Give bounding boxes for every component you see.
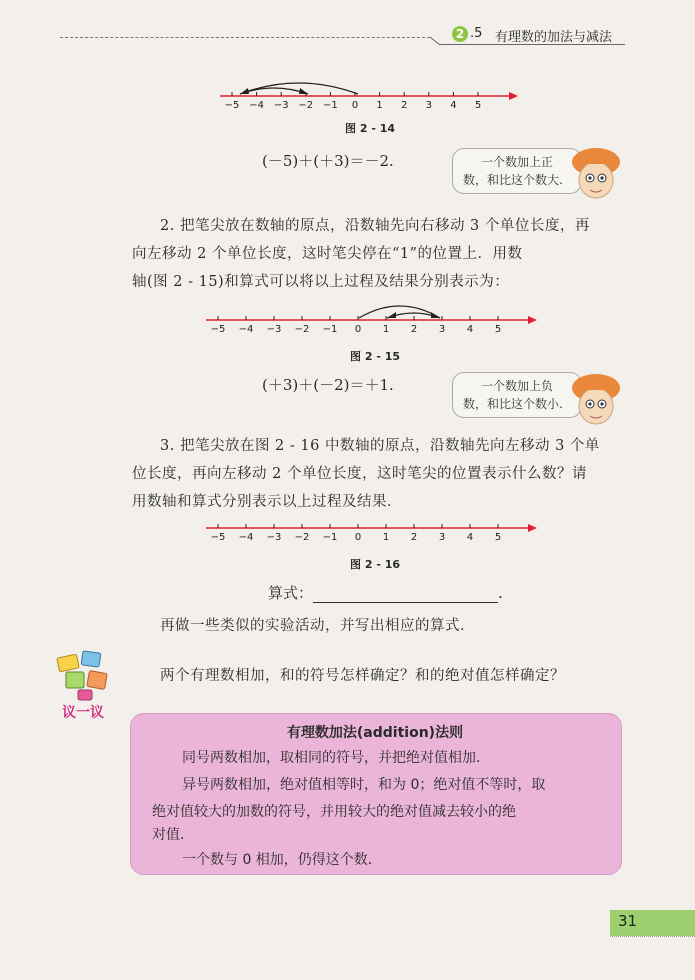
- tick-label: −1: [322, 324, 338, 335]
- tick-label: −4: [238, 532, 254, 543]
- section-number-badge: 2: [452, 26, 468, 42]
- paragraph-4: 再做一些类似的实验活动，并写出相应的算式．: [160, 618, 475, 634]
- tick-label: 0: [354, 532, 362, 543]
- bubble-1-line-1: 一个数加上正: [480, 155, 553, 169]
- tick-label: 5: [474, 100, 482, 111]
- discussion-label: 议一议: [62, 705, 104, 721]
- formula-blank-field[interactable]: [313, 588, 498, 603]
- figure-caption-2-16: 图 2 - 16: [350, 558, 401, 571]
- tick-label: 2: [410, 532, 418, 543]
- tick-label: 3: [438, 324, 446, 335]
- page-footer-dots: [610, 936, 695, 937]
- tick-label: −4: [249, 100, 264, 111]
- bubble-1-line-2: 数，和比这个数大.: [463, 173, 563, 187]
- formula-label: 算式：: [268, 584, 314, 602]
- tick-label: 4: [466, 532, 474, 543]
- cartoon-boy-icon: [568, 372, 624, 428]
- tick-label: 0: [351, 100, 359, 111]
- paragraph-5: 两个有理数相加，和的符号怎样确定？和的绝对值怎样确定？: [160, 668, 565, 684]
- tick-label: −5: [210, 532, 226, 543]
- number-line-fig-2-16: [204, 520, 542, 550]
- tick-label: −4: [238, 324, 254, 335]
- equation-1: (－5)＋(＋3)＝－2.: [262, 152, 394, 170]
- formula-end: .: [498, 584, 503, 602]
- tick-label: 1: [376, 100, 383, 111]
- paragraph-2-line-3: 轴(图 2 - 15)和算式可以将以上过程及结果分别表示为：: [132, 274, 510, 290]
- paragraph-2-line-1: 2. 把笔尖放在数轴的原点，沿数轴先向右移动 3 个单位长度，再: [160, 218, 590, 234]
- section-number-rest: .5: [470, 26, 483, 41]
- tick-label: 0: [354, 324, 362, 335]
- rule-line-2: 异号两数相加，绝对值相等时，和为 0；绝对值不等时，取: [182, 777, 546, 793]
- paragraph-3-line-2: 位长度，再向左移动 2 个单位长度，这时笔尖的位置表示什么数？请: [132, 466, 587, 482]
- equation-2: (＋3)＋(－2)＝＋1.: [262, 376, 394, 394]
- rule-title: 有理数加法(addition)法则: [286, 725, 464, 741]
- speech-bubble-2: [452, 372, 582, 418]
- speech-bubble-1: [452, 148, 582, 194]
- tick-label: −5: [210, 324, 226, 335]
- rule-line-1: 同号两数相加，取相同的符号，并把绝对值相加．: [182, 750, 490, 766]
- tick-label: 3: [425, 100, 432, 111]
- figure-caption-2-15: 图 2 - 15: [350, 350, 401, 363]
- figure-caption-2-14: 图 2 - 14: [345, 122, 396, 135]
- header-tab-notch: [428, 24, 448, 46]
- number-line-fig-2-15: [204, 300, 542, 340]
- rule-line-3: 绝对值较大的加数的符号，并用较大的绝对值减去较小的绝: [152, 804, 516, 820]
- number-line-fig-2-14: [218, 78, 523, 118]
- tick-label: 5: [494, 532, 502, 543]
- chapter-title: 有理数的加法与减法: [495, 30, 613, 45]
- tick-label: 3: [438, 532, 446, 543]
- tick-label: 4: [450, 100, 457, 111]
- tick-label: −3: [266, 324, 282, 335]
- tick-label: −2: [298, 100, 314, 111]
- tick-label: −5: [224, 100, 240, 111]
- tick-label: −2: [294, 532, 310, 543]
- tick-label: −3: [266, 532, 282, 543]
- tick-label: 2: [401, 100, 408, 111]
- tick-label: −1: [323, 100, 338, 111]
- rule-line-4: 对值．: [152, 827, 194, 843]
- paragraph-3-line-3: 用数轴和算式分别表示以上过程及结果．: [132, 494, 402, 510]
- header-dashed-rule: [60, 37, 430, 38]
- page-number: 31: [618, 912, 638, 930]
- rule-line-5: 一个数与 0 相加，仍得这个数．: [182, 852, 382, 868]
- tick-label: −3: [273, 100, 289, 111]
- formula-row: [268, 582, 503, 603]
- tick-label: 5: [494, 324, 502, 335]
- header-underline: [440, 44, 625, 45]
- tick-label: 2: [410, 324, 418, 335]
- tick-label: 1: [382, 532, 390, 543]
- tick-label: −2: [294, 324, 310, 335]
- tick-label: 4: [466, 324, 474, 335]
- paragraph-2-line-2: 向左移动 2 个单位长度，这时笔尖停在“1”的位置上．用数: [132, 246, 523, 262]
- cartoon-boy-icon: [568, 146, 624, 202]
- discussion-icon: [54, 650, 116, 704]
- tick-label: 1: [382, 324, 390, 335]
- bubble-2-line-2: 数，和比这个数小.: [463, 397, 563, 411]
- bubble-2-line-1: 一个数加上负: [480, 379, 553, 393]
- paragraph-3-line-1: 3. 把笔尖放在图 2 - 16 中数轴的原点，沿数轴先向左移动 3 个单: [160, 438, 600, 454]
- tick-label: −1: [322, 532, 338, 543]
